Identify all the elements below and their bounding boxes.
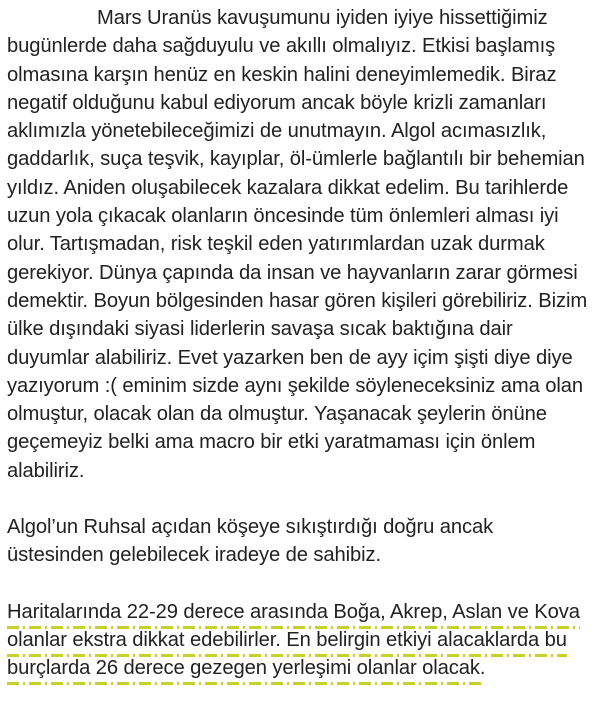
article-paragraph-2: Algol’un Ruhsal açıdan köşeye sıkıştırdığı doğru ancak üstesinden gelebilecek iradeye de sahibiz. (7, 516, 494, 567)
article-paragraph-1: Mars Uranüs kavuşumunu iyiden iyiye hissettiğimiz bugünlerde daha sağduyulu ve akıllı olmalıyız. Etkisi başlamış olmasına karşın henüz en keskin halini deneyimlemedik. Biraz negatif olduğunu kabul ediyorum ancak böyle krizli zamanları aklımızla yönetebileceğimizi de unutmayın. Algol acımasızlık, gaddarlık, suça teşvik, kayıplar, öl-ümlerle bağlantılı bir behemian yıldız. Aniden oluşabilecek kazalara dikkat edelim. Bu tarihlerde uzun yola çıkacak olanların öncesinde tüm önlemleri alması iyi olur. Tartışmadan, risk teşkil eden yatırımlardan uzak durmak gerekiyor. Dünya çapında da insan ve hayvanların zarar görmesi demektir. Boyun bölgesinden hasar gören kişileri görebiliriz. Bizim ülke dışındaki siyasi liderlerin savaşa sıcak baktığına dair duyumlar alabiliriz. Evet yazarken ben de ayy içim şişti diye diye yazıyorum :( eminim sizde aynı şekilde söyleneceksiniz ama olan olmuştur, olacak olan da olmuştur. Yaşanacak şeylerin önüne geçemeyiz belki ama macro bir etki yaratmaması için önlem alabiliriz. (7, 7, 588, 482)
paragraph-spacer (7, 485, 595, 513)
article-paragraph-3 (7, 598, 595, 683)
paragraph-spacer (7, 570, 595, 598)
article-body (7, 4, 595, 683)
highlighted-text: Haritalarında 22-29 derece arasında Boğa, Akrep, Aslan ve Kova olanlar ekstra dikkat edebilirler. En belirgin etkiyi alacaklarda bu burçlarda 26 derece gezegen yerleşimi olanlar olacak. (7, 601, 580, 686)
